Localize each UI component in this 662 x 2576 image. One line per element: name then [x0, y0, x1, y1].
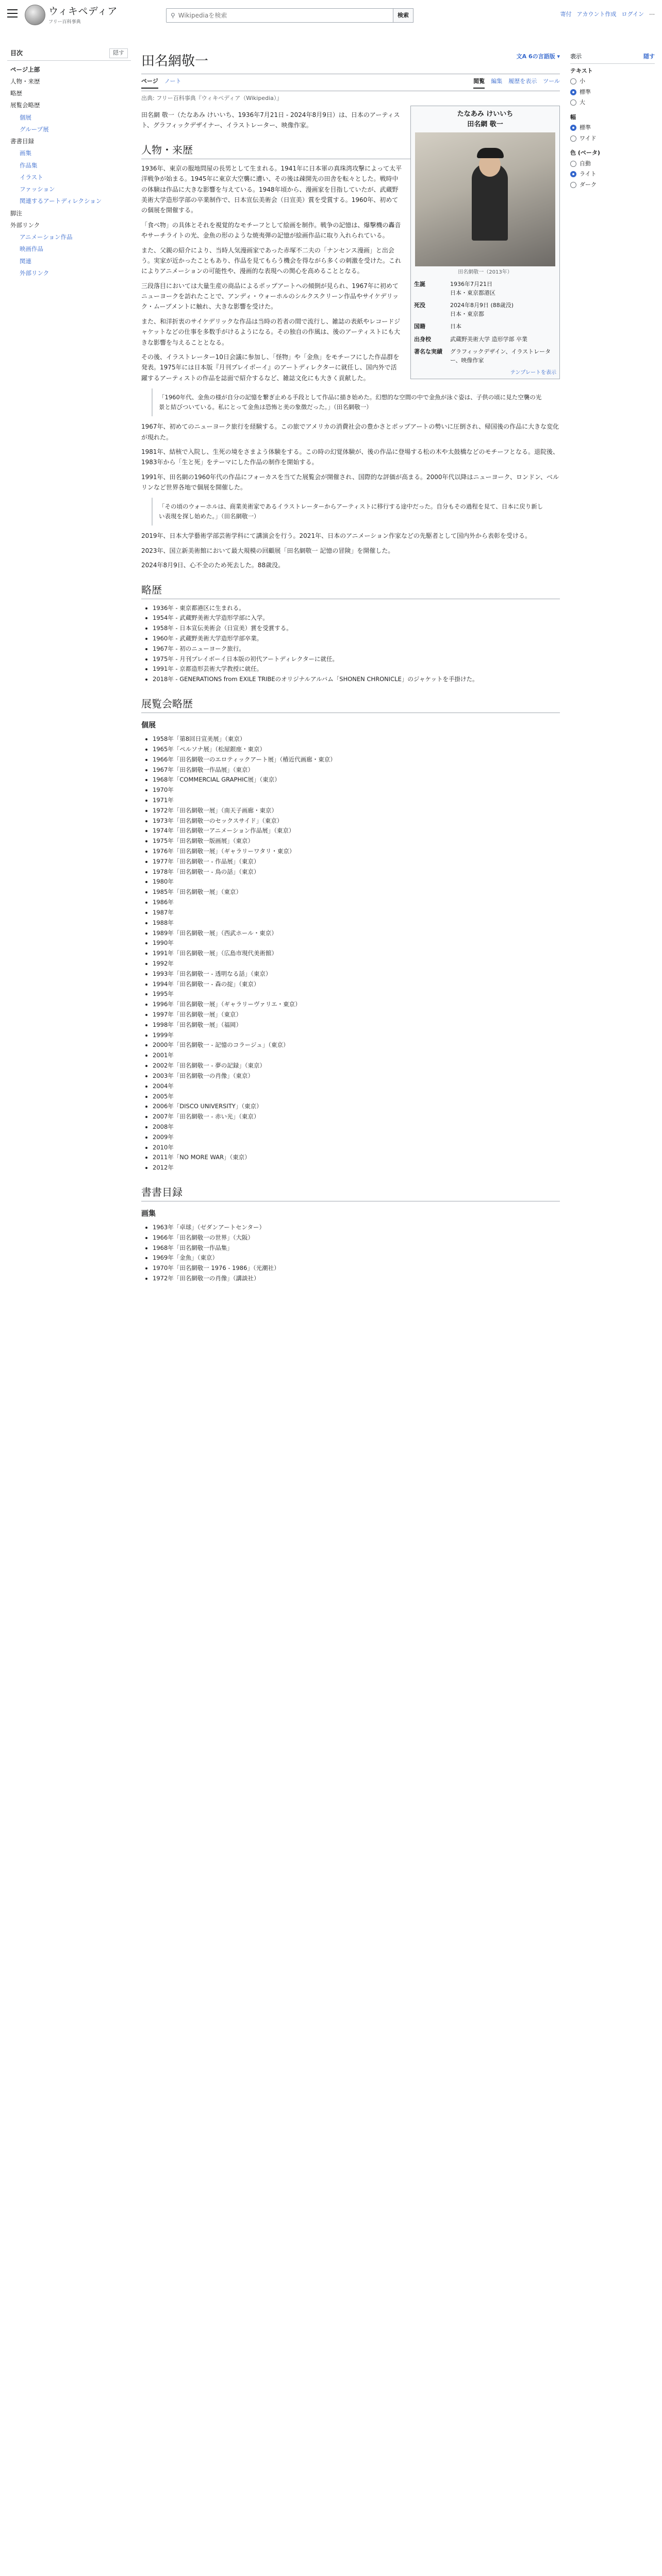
bio-paragraphs-2	[141, 421, 560, 493]
wikipedia-logo[interactable]	[25, 4, 118, 26]
lead-paragraph: 田名網 敬一（たなあみ けいいち、1936年7月21日 - 2024年8月9日）は、日本のアーティスト、グラフィックデザイナー、イラストレーター、映像作家。	[141, 111, 400, 129]
toc-item[interactable]: 関連するアートディレクション	[20, 197, 102, 205]
infobox-value: 2024年8月9日 (88歳没) 日本・東京都	[450, 302, 514, 317]
logo-title: ウィキペディア	[48, 6, 118, 17]
infobox-key: 出身校	[414, 335, 431, 343]
history-item: • 2018年 - GENERATIONS from EXILE TRIBEのオリジナルアルバム「SHONEN CHRONICLE」のジャケットを手掛けた。	[153, 674, 560, 685]
portrait-photo[interactable]	[415, 132, 555, 266]
opt-label: ワイド	[580, 134, 597, 142]
opt-label: 標準	[580, 88, 591, 95]
subsection-heading-gashu: 画集	[141, 1210, 156, 1218]
infobox-key: 死没	[414, 302, 425, 309]
exhibition-item: • 2008年	[153, 1122, 560, 1132]
color-light[interactable]	[570, 169, 655, 180]
exhibition-item: • 1997年「田名網敬一展」（東京）	[153, 1010, 560, 1020]
history-item: • 1975年 - 月刊プレイボーイ日本版の初代アートディレクターに就任。	[153, 654, 560, 665]
radio-icon	[570, 182, 576, 188]
table-of-contents	[7, 46, 131, 279]
width-label: 幅	[570, 113, 576, 121]
opt-label: 小	[580, 78, 585, 84]
body-paragraph: 「食べ物」の具体とそれを視覚的なモチーフとして絵画を制作。戦争の記憶は、爆撃機の轟音やサーチライトの光、金魚の形のような焼夷弾の記憶が絵画作品に取り入れられている。	[141, 221, 401, 240]
infobox-value: 1936年7月21日 日本・東京都港区	[450, 281, 495, 296]
toc-item[interactable]: アニメーション作品	[20, 233, 73, 241]
language-button[interactable]	[517, 53, 560, 61]
tab-read[interactable]: 閲覧	[473, 77, 485, 89]
toc-item[interactable]: 外部リンク	[20, 269, 49, 277]
toc-list	[7, 61, 131, 280]
tab-tools[interactable]: ツール	[543, 78, 560, 84]
exhibition-item: • 1966年「田名網敬一のエロティックアート展」（椿近代画廊・東京）	[153, 755, 560, 765]
book-item: • 1966年「田名網敬一の世界」（大阪）	[153, 1233, 560, 1243]
radio-icon	[570, 78, 576, 84]
toc-item[interactable]: 人物・来歴	[10, 77, 40, 85]
exhibition-item: • 1971年	[153, 795, 560, 806]
toc-item[interactable]: 脚注	[10, 209, 22, 217]
chevron-down-icon: ▾	[557, 53, 560, 60]
logo-subtitle: フリー百科事典	[48, 19, 81, 25]
tab-history[interactable]: 履歴を表示	[508, 78, 537, 84]
quote-block: 「1960年代、金魚の様が自分の記憶を繋ぎ止める手段として作品に描き始めた。幻想的な空間の中で金魚が泳ぐ姿は、子供の頃に見た空襲の光景と結びついている。私にとって金魚は恐怖と美の象徴だった。」（田名網敬一）	[152, 388, 550, 416]
body-paragraph: 1981年、結核で入院し、生死の境をさまよう体験をする。この時の幻覚体験が、後の作品に登場する松の木や太鼓橋などのモチーフとなる。退院後、1983年から「生と死」をテーマにした作品の制作を開始する。	[141, 448, 559, 466]
section-heading-bio: 人物・来歴	[141, 142, 560, 159]
infobox-title: たなあみ けいいち 田名網 敬一	[457, 110, 514, 128]
toc-item[interactable]: 書書目録	[10, 138, 34, 145]
exhibition-item: • 1985年「田名網敬一展」（東京）	[153, 887, 560, 897]
toc-item[interactable]: 個展	[20, 113, 31, 121]
toc-item[interactable]: グループ展	[20, 125, 49, 133]
subsection-heading-solo: 個展	[141, 721, 156, 730]
opt-label: 自動	[580, 160, 591, 167]
toc-item[interactable]: 関連	[20, 257, 31, 265]
tab-edit[interactable]: 編集	[491, 78, 503, 84]
language-button-label: 6の言語版	[528, 53, 555, 60]
width-wide[interactable]	[570, 133, 655, 144]
toc-item[interactable]: 映画作品	[20, 245, 43, 253]
exhibition-item: • 1968年「COMMERCIAL GRAPHIC展」（東京）	[153, 775, 560, 785]
page-source-note: 出典: フリー百科事典『ウィキペディア（Wikipedia）』	[141, 94, 283, 101]
infobox-value: グラフィックデザイン、イラストレーター、映像作家	[450, 348, 551, 364]
more-options-icon[interactable]: ⋯	[649, 11, 655, 18]
toc-title: 目次	[10, 49, 23, 57]
exhibition-item: • 1990年	[153, 938, 560, 948]
opt-label: ダーク	[580, 181, 597, 188]
exhibition-item: • 1977年「田名網敬一 - 作品展」（東京）	[153, 857, 560, 867]
exhibition-item: • 2012年	[153, 1163, 560, 1173]
globe-icon	[25, 5, 45, 25]
infobox-row	[411, 278, 559, 299]
exhibition-item: • 1975年「田名網敬一版画展」（東京）	[153, 836, 560, 846]
exhibition-item: • 2003年「田名網敬一の肖像」（東京）	[153, 1071, 560, 1081]
user-links	[560, 10, 655, 19]
body-paragraph: 1936年、東京の服地問屋の長男として生まれる。1941年に日本軍の真珠湾攻撃によって太平洋戦争が始まる。1945年に東京大空襲に遭い、その後は疎開先の田舎を転々とした。戦時中の体験は作品に大きな影響を与えている。1948年頃から、漫画家を目指していたが、武蔵野美術大学造形学部の卒業制作で、日本宣伝美術会（日宣美）賞を受賞する。1960年、初めての個展を開催する。	[141, 164, 402, 214]
history-item: • 1967年 - 初のニューヨーク旅行。	[153, 644, 560, 654]
body-paragraph: その後、イラストレーター10日会議に参加し、「怪物」や「金魚」をモチーフにした作品群を発表。1975年には日本版『月刊プレイボーイ』のアートディレクターに就任し、国内外で活躍するアーティストの作品を誌面で紹介するなど、雑誌文化にも大きく貢献した。	[141, 353, 400, 382]
exhibition-item: • 1987年	[153, 908, 560, 918]
history-item: • 1960年 - 武蔵野美術大学造形学部卒業。	[153, 634, 560, 644]
exhibition-item: • 1993年「田名網敬一 - 透明なる話」（東京）	[153, 969, 560, 979]
exhibition-item: • 1998年「田名網敬一展」（福岡）	[153, 1020, 560, 1030]
exhibition-item: • 1988年	[153, 918, 560, 928]
opt-label: ライト	[580, 171, 597, 177]
history-item: • 1958年 - 日本宣伝美術会（日宣美）賞を受賞する。	[153, 623, 560, 634]
infobox-row	[411, 346, 559, 367]
toc-hide-button[interactable]: 隠す	[109, 48, 128, 58]
site-header	[0, 0, 662, 31]
infobox-row	[411, 333, 559, 346]
appearance-panel	[570, 46, 655, 190]
exhibition-item: • 2010年	[153, 1143, 560, 1153]
search-box	[166, 8, 393, 23]
exhibition-item: • 1965年「ペルソナ展」（松屋銀座・東京）	[153, 744, 560, 755]
book-item: • 1968年「田名網敬一作品集」	[153, 1243, 560, 1253]
infobox-value: 日本	[450, 323, 461, 330]
radio-icon	[570, 135, 576, 142]
photo-caption: 田名網敬一（2013年）	[458, 269, 512, 275]
tab-talk[interactable]: ノート	[164, 78, 181, 84]
color-dark[interactable]	[570, 180, 655, 191]
infobox-key: 著名な実績	[414, 348, 442, 355]
login-link[interactable]: ログイン	[621, 11, 644, 18]
book-item: • 1969年「金魚」（東京）	[153, 1253, 560, 1263]
exhibition-item: • 1958年「第8回日宣美展」（東京）	[153, 734, 560, 744]
figure-cap	[477, 148, 504, 158]
exhibition-item: • 1989年「田名網敬一展」（西武ホール・東京）	[153, 928, 560, 939]
radio-selected-icon	[570, 171, 576, 177]
exhibition-item: • 2001年	[153, 1050, 560, 1061]
donate-link[interactable]: 寄付	[560, 11, 572, 18]
infobox-key: 生誕	[414, 281, 425, 287]
color-auto[interactable]	[570, 159, 655, 170]
exhibition-item: • 2007年「田名網敬一 - 赤い光」（東京）	[153, 1112, 560, 1122]
exhibition-item: • 2011年「NO MORE WAR」（東京）	[153, 1153, 560, 1163]
exhibition-item: • 1978年「田名網敬一 - 鳥の話」（東京）	[153, 867, 560, 877]
history-list	[141, 603, 560, 685]
search-input[interactable]	[178, 12, 393, 19]
exhibition-item: • 1970年	[153, 785, 560, 795]
page-title: 田名網敬一	[141, 31, 560, 74]
toc-item[interactable]: 外部リンク	[10, 221, 40, 229]
color-label: 色 (ベータ)	[570, 149, 600, 156]
history-item: • 1936年 - 東京都港区に生まれる。	[153, 603, 560, 614]
infobox	[410, 106, 560, 379]
exhibition-item: • 2005年	[153, 1092, 560, 1102]
create-account-link[interactable]: アカウント作成	[576, 11, 617, 18]
body-paragraph: 三段落目においては大量生産の商品によるポップアートへの傾倒が見られ、1967年に初めてニューヨークを訪れたことで、アンディ・ウォーホルのシルクスクリーン作品やサイケデリック・ムーブメントに触れ、大きな影響を受けた。	[141, 282, 399, 311]
text-size-large[interactable]	[570, 97, 655, 108]
appearance-title: 表示	[570, 53, 582, 60]
toc-item[interactable]: 展覧会略歴	[10, 101, 40, 109]
body-paragraph: 2019年、日本大学藝術学部芸術学科にて講演会を行う。2021年、日本のアニメーション作家などの先駆者として国内外から表彰を受ける。	[141, 532, 532, 540]
section-heading-history: 略歴	[141, 582, 560, 599]
toc-item[interactable]: 略歴	[10, 90, 22, 97]
exhibition-item: • 1980年	[153, 877, 560, 887]
infobox-row	[411, 299, 559, 320]
exhibition-item: • 1996年「田名網敬一展」（ギャラリーヴァリエ・東京）	[153, 999, 560, 1010]
search-form	[166, 8, 413, 23]
exhibition-item: • 1974年「田名網敬一アニメーション作品展」（東京）	[153, 826, 560, 836]
exhibition-item: • 1972年「田名網敬一展」（南天子画廊・東京）	[153, 806, 560, 816]
exhibition-item: • 1976年「田名網敬一展」（ギャラリーワタリ・東京）	[153, 846, 560, 857]
book-item: • 1970年「田名網敬一 1976 - 1986」（光潮社）	[153, 1263, 560, 1274]
infobox-table	[411, 278, 559, 367]
quote-block: 「その頃のウォーホルは、商業美術家であるイラストレーターからアーティストに移行する途中だった。自分もその過程を見て、日本に戻り新しい表現を探し始めた。」（田名網敬一）	[152, 498, 550, 526]
section-heading-books: 書書目録	[141, 1184, 560, 1201]
appearance-hide-button[interactable]: 隠す	[643, 53, 655, 60]
radio-selected-icon	[570, 89, 576, 95]
body-paragraph: 1991年、田名網の1960年代の作品にフォーカスを当てた展覧会が開催され、国際的な評価が高まる。2000年代以降はニューヨーク、ロンドン、ベルリンなど世界各地で個展を開催した。	[141, 473, 559, 492]
toc-item[interactable]: ページ上部	[10, 65, 40, 73]
opt-label: 標準	[580, 124, 591, 131]
solo-exhibitions-list	[141, 734, 560, 1173]
toc-item[interactable]: ファッション	[20, 185, 55, 193]
article-main	[141, 31, 560, 1284]
text-size-standard[interactable]	[570, 87, 655, 98]
template-link[interactable]: テンプレートを表示	[510, 370, 556, 376]
exhibition-item: • 1991年「田名網敬一展」（広島市現代美術館）	[153, 948, 560, 959]
body-paragraph: 1967年、初めてのニューヨーク旅行を経験する。この旅でアメリカの消費社会の豊かさとポップアートの勢いに圧倒され、帰国後の作品に大きな変化が現れた。	[141, 423, 559, 441]
body-paragraph: また、和洋折衷のサイケデリックな作品は当時の若者の間で流行し、雑誌の表紙やレコードジャケットなどの仕事を多数手がけるようになる。その独自の作風は、後のアーティストにも大きな影響を与えることとなる。	[141, 317, 401, 346]
exhibition-item: • 1986年	[153, 897, 560, 908]
section-heading-exhibitions: 展覧会略歴	[141, 696, 560, 713]
exhibition-item: • 2009年	[153, 1132, 560, 1143]
infobox-key: 国籍	[414, 323, 425, 330]
history-item: • 1954年 - 武蔵野美術大学造形学部に入学。	[153, 613, 560, 623]
page-tabs	[141, 74, 560, 91]
main-menu-icon[interactable]	[7, 9, 18, 18]
book-item: • 1963年「卓球」（ゼダンアートセンター）	[153, 1223, 560, 1233]
radio-icon	[570, 99, 576, 106]
exhibition-item: • 1995年	[153, 989, 560, 999]
history-item: • 1991年 - 京都造形芸術大学教授に就任。	[153, 664, 560, 674]
exhibition-item: • 2006年「DISCO UNIVERSITY」（東京）	[153, 1101, 560, 1112]
toc-item[interactable]: 作品集	[20, 161, 38, 169]
exhibition-item: • 1999年	[153, 1030, 560, 1041]
exhibition-item: • 1967年「田名網敬一作品展」（東京）	[153, 765, 560, 775]
body-paragraph: また、父親の紹介により、当時人気漫画家であった赤塚不二夫の「ナンセンス漫画」と出会う。実家が近かったこともあり、作品を見てもらう機会を得ながら多くの刺激を受けた。これによりアニメーションの可能性や、漫画的な表現への関心を高めることとなる。	[141, 246, 402, 275]
exhibition-item: • 2002年「田名網敬一 - 夢の記録」（東京）	[153, 1061, 560, 1071]
radio-icon	[570, 161, 576, 167]
book-item: • 1972年「田名網敬一の肖像」（講談社）	[153, 1274, 560, 1284]
search-icon: ⚲	[171, 12, 175, 19]
exhibition-item: • 2004年	[153, 1081, 560, 1092]
toc-item[interactable]: 画集	[20, 149, 31, 157]
search-button[interactable]: 検索	[393, 8, 413, 23]
books-list	[141, 1223, 560, 1284]
bio-paragraphs-3	[141, 531, 560, 570]
width-standard[interactable]	[570, 123, 655, 133]
exhibition-item: • 1992年	[153, 959, 560, 969]
tab-page[interactable]: ページ	[141, 77, 158, 89]
infobox-row	[411, 320, 559, 333]
infobox-value: 武蔵野美術大学 造形学部 卒業	[450, 335, 527, 343]
toc-header	[7, 46, 131, 61]
radio-selected-icon	[570, 125, 576, 131]
exhibition-item: • 2000年「田名網敬一 - 記憶のコラージュ」（東京）	[153, 1040, 560, 1050]
exhibition-item: • 1973年「田名網敬一のセックスサイド」（東京）	[153, 816, 560, 826]
body-paragraph: 2023年、国立新美術館において最大規模の回顧展「田名網敬一 記憶の冒険」を開催した。	[141, 547, 394, 554]
text-size-label: テキスト	[570, 67, 593, 74]
body-paragraph: 2024年8月9日、心不全のため死去した。88歳没。	[141, 562, 285, 569]
toc-item[interactable]: イラスト	[20, 173, 43, 181]
text-size-small[interactable]	[570, 76, 655, 87]
translate-icon: 文A	[516, 53, 527, 60]
appearance-header	[570, 53, 655, 64]
exhibition-item: • 1994年「田名網敬一 - 森の掟」（東京）	[153, 979, 560, 990]
opt-label: 大	[580, 99, 585, 106]
